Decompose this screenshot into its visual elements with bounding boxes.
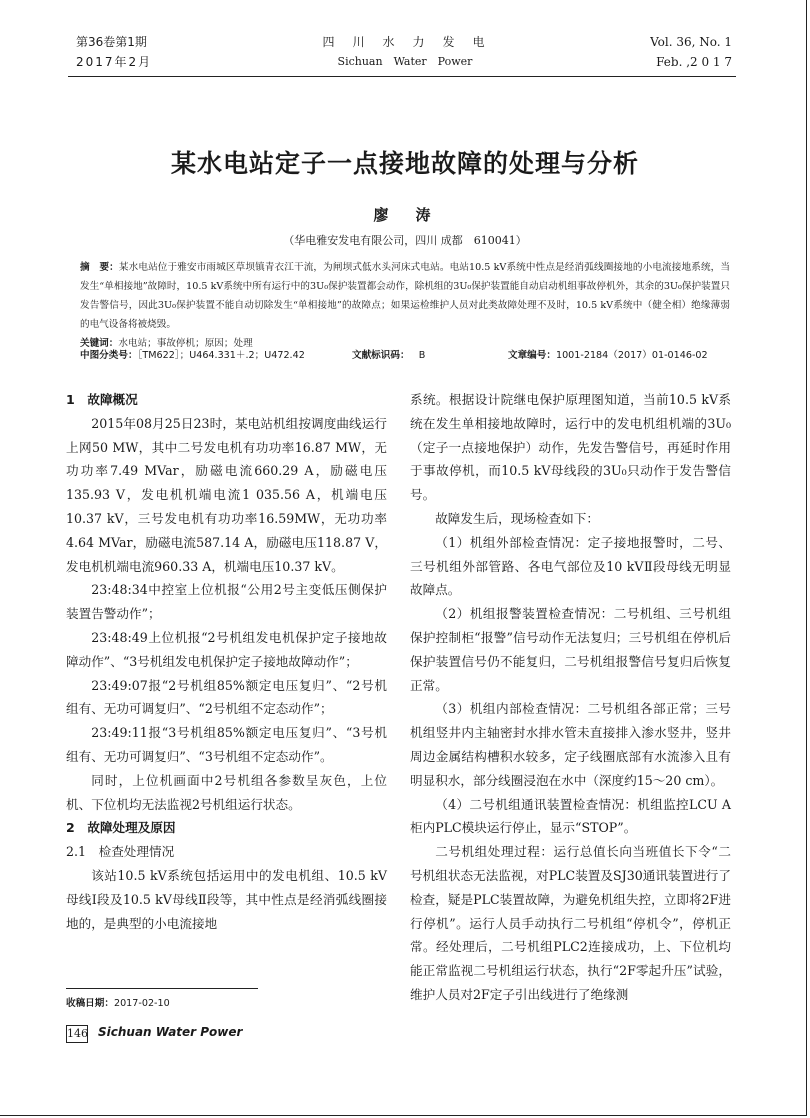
header-journal-cn: 四 川 水 力 发 电 — [322, 35, 488, 49]
article-value: 1001-2184（2017）01-0146-02 — [555, 350, 708, 361]
author-affiliation: （华电雅安发电有限公司，四川 成都 610041） — [283, 234, 527, 247]
header-date: 2017年2月 — [76, 55, 153, 69]
clc-number — [80, 347, 305, 361]
doc-label: 文献标识码： — [352, 350, 410, 361]
section-2-heading: 2 故障处理及原因 — [66, 820, 176, 836]
abstract-block — [80, 258, 730, 353]
paragraph: 系统。根据设计院继电保护原理图知道，当前10.5 kV系统在发生单相接地故障时，运行中的发电机组机端的3U₀（定子一点接地保护）动作，先发告警信号，再延时作用于事故停机，而10.5 kV母线段的3U₀只动作于发告警信号。 — [410, 392, 731, 503]
footer-journal-name: Sichuan Water Power — [98, 1025, 243, 1039]
received-date — [66, 995, 170, 1009]
doc-value: B — [418, 350, 426, 361]
header-journal-en: Sichuan Water Power — [337, 55, 473, 68]
paragraph: 该站10.5 kV系统包括运用中的发电机组、10.5 kV母线Ⅰ段及10.5 kV母线Ⅱ段等，其中性点是经消弧线圈接地的，是典型的小电流接地 — [66, 867, 387, 931]
paragraph: （2）机组报警装置检查情况：二号机组、三号机组保护控制柜“报警”信号动作无法复归；三号机组在停机后保护装置信号仍不能复归，二号机组报警信号复归后恢复正常。 — [410, 606, 731, 693]
footnote-rule — [66, 988, 258, 989]
section-1-heading: 1 故障概况 — [66, 392, 138, 407]
clc-value: ［TM622］；U464.331＋.2；U472.42 — [137, 350, 305, 361]
paragraph: 同时，上位机画面中2号机组各参数呈灰色，上位机、下位机均无法监视2号机组运行状态。 — [66, 772, 387, 812]
header-volume: 第36卷第1期 — [76, 35, 147, 49]
section-2-1-heading: 2.1 检查处理情况 — [66, 844, 175, 860]
paragraph: 23:48:34中控室上位机报“公用2号主变低压侧保护装置告警动作”； — [66, 582, 387, 622]
keywords-label: 关键词： — [80, 338, 119, 349]
paragraph: 23:48:49上位机报“2号机组发电机保护定子接地故障动作”、“3号机组发电机保护定子接地故障动作”； — [66, 629, 387, 669]
paragraph: 2015年08月25日23时，某电站机组按调度曲线运行上网50 MW，其中二号发电机有功功率16.87 MW，无功功率7.49 MVar，励磁电流660.29 A，励磁电压135.93 V，发电机机端电流1 035.56 A，机端电压10.37 kV，三号发电机有功功率16.59MW，无功功率4.64 MVar，励磁电流587.14 A，励磁电压118.87 V，发电机机端电流960.33 A，机端电压10.37 kV。 — [66, 415, 387, 574]
paragraph: （3）机组内部检查情况：二号机组各部正常；三号机组竖井内主轴密封水排水管未直接排入渗水竖井，竖井周边金属结构槽积水较多，定子线圈底部有水流渗入且有明显积水，部分线圈浸泡在水中（深度约15～20 cm）。 — [410, 701, 731, 788]
abstract — [80, 258, 730, 334]
paragraph: 23:49:07报“2号机组85%额定电压复归”、“2号机组有、无功可调复归”、“2号机组不定态动作”； — [66, 677, 387, 717]
header-vol-en — [600, 32, 732, 72]
paragraph: 二号机组处理过程：运行总值长向当班值长下令“二号机组状态无法监视，对PLC装置及SJ30通讯装置进行了检查，疑是PLC装置故障，为避免机组失控，立即将2F进行停机”。运行人员手动执行二号机组“停机令”，停机正常。经处理后，二号机组PLC2连接成功，上、下位机均能正常监视二号机组运行状态，执行“2F零起升压”试验，维护人员对2F定子引出线进行了绝缘测 — [410, 844, 731, 1002]
article-label: 文章编号： — [508, 350, 556, 361]
header-rule — [68, 76, 736, 77]
abstract-text: 某水电站位于雅安市雨城区草坝镇青衣江干流，为闸坝式低水头河床式电站。电站10.5 kV系统中性点是经消弧线圈接地的小电流接地系统，当发生“单相接地”故障时，10.5 kV系统中所有运行中的3U₀保护装置都会动作，除机组的3U₀保护装置能自动启动机组事故停机外，其余的3U₀保护装置只发告警信号，因此3U₀保护装置不能自动切除发生“单相接地”的故障点；如果运检维护人员对此类故障处理不及时，10.5 kV系统中（健全相）绝缘薄弱的电气设备将被烧毁。 — [80, 262, 730, 330]
right-column — [410, 388, 731, 1007]
paragraph: 23:49:11报“3号机组85%额定电压复归”、“3号机组有、无功可调复归”、“3号机组不定态动作”。 — [66, 725, 387, 764]
abstract-label: 摘 要： — [80, 262, 119, 273]
article-title: 某水电站定子一点接地故障的处理与分析 — [170, 149, 639, 178]
article-number — [508, 347, 708, 361]
keywords-text: 水电站；事故停机；原因；处理 — [118, 338, 253, 349]
received-label: 收稿日期： — [66, 998, 114, 1009]
paragraph: （4）二号机组通讯装置检查情况：机组监控LCU A柜内PLC模块运行停止，显示“STOP”。 — [410, 796, 731, 836]
page-number: 146 — [66, 1025, 88, 1043]
received-value: 2017-02-10 — [113, 998, 170, 1009]
header-journal — [305, 32, 505, 72]
paragraph: （1）机组外部检查情况：定子接地报警时，二号、三号机组外部管路、各电气部位及10 kVⅡ段母线无明显故障点。 — [410, 534, 731, 598]
doc-code — [352, 347, 425, 361]
paragraph: 故障发生后，现场检查如下： — [435, 510, 599, 526]
left-column — [66, 388, 387, 935]
clc-label: 中图分类号： — [80, 350, 138, 361]
header-vol-no: Vol. 36, No. 1 — [650, 35, 732, 49]
header-volume-issue — [76, 32, 152, 72]
author-name: 廖 涛 — [373, 206, 437, 224]
header-feb: Feb. ,2 0 1 7 — [656, 55, 732, 69]
